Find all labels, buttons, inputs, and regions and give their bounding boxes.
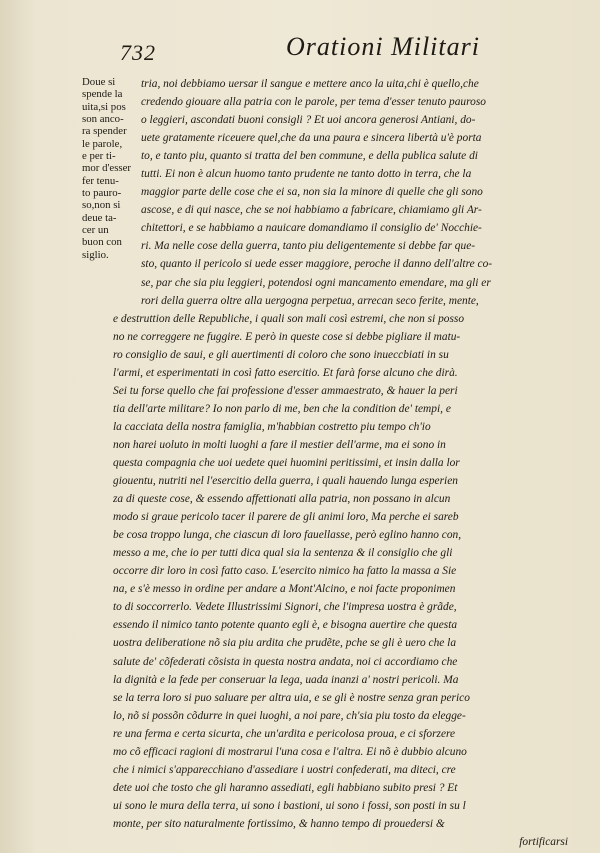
text-line: messo a me, che io per tutti dica qual sia la sentenza & il consiglio che gli (113, 547, 453, 560)
margin-note-line: Doue si (82, 76, 116, 88)
text-line: re una ferma e certa sicurta, che un'ardita e pericolosa proua, e ci sforzere (113, 727, 456, 740)
margin-note-line: deue ta- (82, 211, 117, 224)
text-line: to, e tanto piu, quanto si tratta del ben commune, e della publica salute di (141, 150, 478, 163)
body-text (113, 75, 568, 851)
text-line: sto, quanto il pericolo si uede esser maggiore, peroche il danno dell'altre co- (141, 258, 493, 271)
text-line: non harei uoluto in molti luoghi a fare il mestier dell'arme, ma ei sono in (113, 438, 446, 451)
text-line: no ne correggere ne fuggire. E però in queste cose si debbe pigliare il matu- (113, 330, 461, 343)
text-line: ascose, e di qui nasce, che se noi habbiamo a fabricare, chiamiamo gli Ar- (141, 204, 482, 217)
text-line: modo si graue pericolo tacer il parere de gli animi loro, Ma perche ei sareb (113, 511, 459, 524)
margin-note-line: so,non si (82, 199, 121, 212)
text-line: tria, noi debbiamo uersar il sangue e mettere anco la uita,chi è quello,che (141, 78, 479, 90)
text-line: Sei tu forse quello che fai professione d'esser ammaestrato, & hauer la peri (113, 384, 458, 397)
text-line: che i nimici s'apparecchiano d'assediare i uostri confederati, ma diteci, cre (113, 763, 456, 776)
text-line: to di soccorrerlo. Vedete Illustrissimi Signori, che l'impresa uostra è grãde, (113, 601, 457, 614)
text-line: uete gratamente riceuere quel,che da una paura e sincera libertà u'è porta (141, 132, 482, 145)
text-line: uostra deliberatione nõ sia piu ardita che prudẽte, pche se gli è uero che la (113, 637, 457, 650)
text-line: be cosa troppo lunga, che ciascun di loro fauellasse, però eglino hanno con, (113, 529, 462, 542)
margin-note-line: e per ti- (82, 150, 116, 163)
text-line: l'armi, et esperimentati in così fatto esercitio. Et farà forse alcuno che dirà. (113, 366, 458, 379)
text-line: dete uoi che tosto che gli haranno assediati, egli habbiano subito presi ? Et (113, 781, 458, 794)
text-line: mo cõ efficaci ragioni di mostrarui l'una cosa e l'altra. Ei nõ è dubbio alcuno (113, 745, 467, 758)
margin-note-line: fer tenu- (82, 174, 119, 187)
text-line: giouentu, nutriti nel l'esercitio della guerra, i quali hauendo lunga esperien (113, 475, 458, 488)
margin-note-line: cer un (82, 224, 109, 237)
margin-note-line: spende la (82, 88, 123, 101)
text-line: chitettori, e se habbiamo a nauicare domandiamo il consiglio de' Nocchie- (141, 222, 482, 235)
margin-note-line: son anco- (82, 113, 124, 126)
text-line: rori della guerra oltre alla uergogna perpetua, arrecan seco ferite, mente, (141, 294, 479, 307)
text-line: tutti. Ei non è alcun huomo tanto prudente ne tanto dotto in terra, che la (141, 168, 472, 181)
running-title: Orationi Militari (286, 32, 480, 61)
margin-note-line: mor d'esser (82, 162, 132, 175)
text-line: lo, nõ si possõn cõdurre in quei luoghi, a noi pare, ch'sia piu tosto da elegge- (113, 709, 466, 722)
text-line: credendo giouare alla patria con le parole, per tema d'esser tenuto pauroso (141, 96, 486, 109)
text-line: na, e s'è messo in ordine per andare a Mont'Alcino, e noi facte proponimen (113, 583, 456, 596)
text-line: ri. Ma nelle cose della guerra, tanto piu deligentemente si debbe far que- (141, 240, 476, 253)
text-line: ro consiglio de saui, e gli auertimenti di coloro che sono inueccbiati in su (113, 348, 449, 361)
text-line: tia dell'arte militare? Io non parlo di me, ben che la condition de' tempi, e (113, 402, 451, 415)
text-line: o leggieri, ascondati buoni consigli ? Et uoi ancora generosi Antiani, do- (141, 114, 476, 127)
margin-note-line: ra spender (82, 125, 127, 138)
text-line: la cacciata della nostra famiglia, m'habbian costretto piu tempo ch'io (113, 420, 431, 433)
text-line: e destruttion delle Republiche, i quali son mali così estremi, che non si posso (113, 312, 465, 325)
margin-note-line: buon con (82, 236, 122, 249)
margin-note-line: le parole, (82, 137, 123, 150)
text-line: se, par che sia piu leggieri, potendosi ogni mancamento emendare, ma gli er (141, 276, 491, 289)
text-line: la dignità e la fede per conseruar la lega, uada inanzi a' nostri pericoli. Ma (113, 673, 459, 686)
catchword: fortificarsi (519, 835, 568, 848)
page-number: 732 (120, 40, 156, 65)
text-line: questa compagnia che uoi uedete quei huomini peritissimi, et insin dalla lor (113, 456, 460, 469)
text-line: essendo il nimico tanto potente quanto egli è, e bisogna auertire che questa (113, 619, 458, 632)
text-line: za di queste cose, & essendo affettionati alla patria, non possano in alcun (113, 493, 451, 506)
margin-note-line: siglio. (82, 248, 109, 261)
text-line: occorre dir loro in così fatto caso. L'esercito nimico ha fatto la massa a Sie (113, 565, 457, 578)
margin-note-line: to pauro- (82, 187, 122, 200)
text-line: maggior parte delle cose che ei sa, non sia la minore di quelle che gli sono (141, 186, 483, 199)
text-line: salute de' cõfederati cõsista in questa nostra andata, noi ci accordiamo che (113, 655, 458, 668)
text-line: monte, per sito naturalmente fortissimo, & hanno tempo di prouedersi & (113, 817, 445, 830)
text-line: se la terra loro si puo saluare per altra uia, e se gli è nostre senza gran perico (113, 691, 470, 704)
text-line: ui sono le mura della terra, ui sono i bastioni, ui sono i fossi, son posti in su l (113, 799, 466, 812)
margin-note-line: uita,si pos (82, 100, 126, 113)
